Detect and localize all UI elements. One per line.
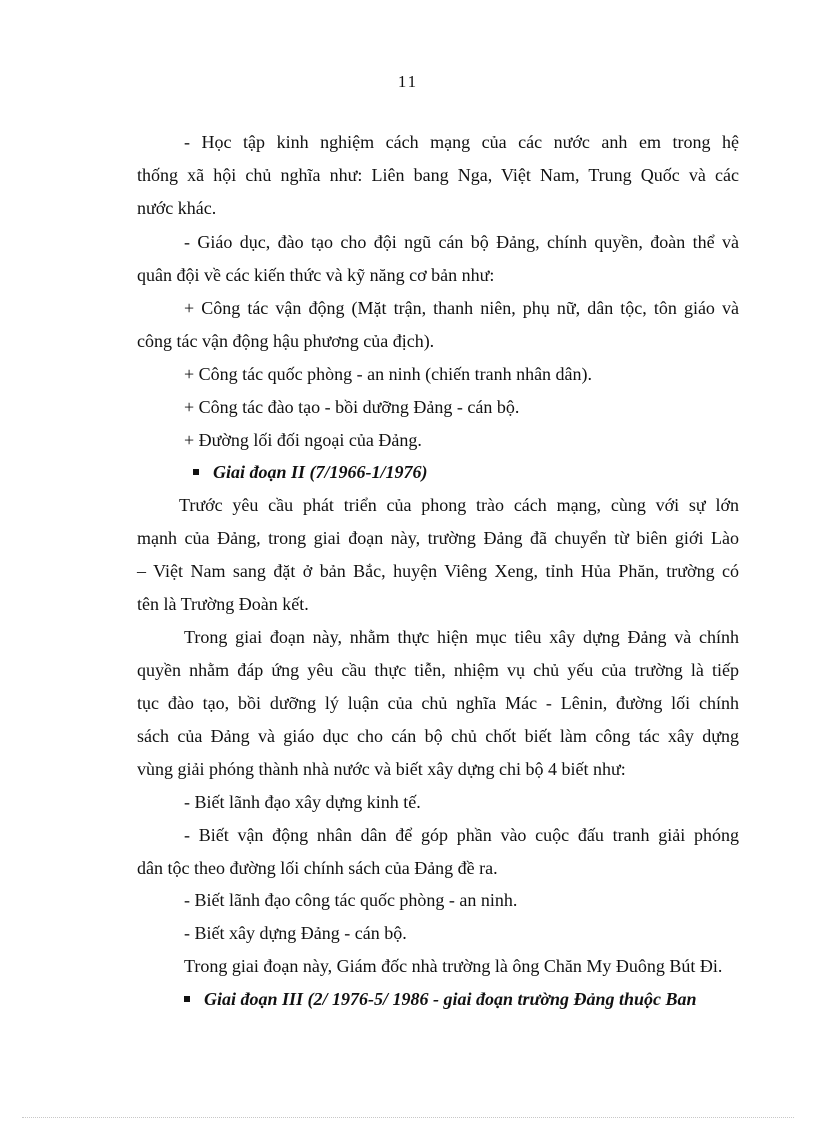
text-line: Trong giai đoạn này, Giám đốc nhà trường là ông Chăn My Đuông Bút Đi. bbox=[184, 956, 723, 976]
text-line: - Giáo dục, đào tạo cho đội ngũ cán bộ Đảng, chính quyền, đoàn thể và bbox=[184, 232, 739, 252]
text-line: - Học tập kinh nghiệm cách mạng của các nước anh em trong hệ bbox=[184, 132, 739, 152]
text-line: quyền nhằm đáp ứng yêu cầu thực tiễn, nhiệm vụ chủ yếu của trường là tiếp bbox=[137, 660, 739, 680]
section-heading-text: Giai đoạn III (2/ 1976-5/ 1986 - giai đoạn trường Đảng thuộc Ban bbox=[204, 989, 697, 1009]
text-line: tên là Trường Đoàn kết. bbox=[137, 594, 309, 614]
text-line: thống xã hội chủ nghĩa như: Liên bang Nga, Việt Nam, Trung Quốc và các bbox=[137, 165, 739, 185]
page-number: 11 bbox=[397, 72, 419, 91]
text-line: – Việt Nam sang đặt ở bản Bắc, huyện Viêng Xeng, tỉnh Hủa Phăn, trường có bbox=[137, 561, 739, 581]
section-heading bbox=[193, 461, 795, 483]
text-line: Trong giai đoạn này, nhằm thực hiện mục tiêu xây dựng Đảng và chính bbox=[184, 627, 739, 647]
square-bullet-icon bbox=[184, 996, 190, 1002]
text-line: mạnh của Đảng, trong giai đoạn này, trường Đảng đã chuyển từ biên giới Lào bbox=[137, 528, 739, 548]
text-line: + Công tác quốc phòng - an ninh (chiến tranh nhân dân). bbox=[184, 364, 593, 384]
text-line: + Công tác đào tạo - bồi dưỡng Đảng - cán bộ. bbox=[184, 397, 520, 417]
text-line: - Biết xây dựng Đảng - cán bộ. bbox=[184, 923, 407, 943]
text-line: tục đào tạo, bồi dưỡng lý luận của chủ nghĩa Mác - Lênin, đường lối chính bbox=[137, 693, 739, 713]
section-heading bbox=[184, 988, 786, 1010]
text-line: Trước yêu cầu phát triển của phong trào cách mạng, cùng với sự lớn bbox=[179, 495, 739, 515]
text-line: nước khác. bbox=[137, 198, 217, 218]
text-line: công tác vận động hậu phương của địch). bbox=[137, 331, 435, 351]
section-heading-text: Giai đoạn II (7/1966-1/1976) bbox=[213, 462, 428, 482]
text-line: dân tộc theo đường lối chính sách của Đảng đề ra. bbox=[137, 858, 498, 878]
page-bottom-rule bbox=[22, 1117, 794, 1118]
text-line: sách của Đảng và giáo dục cho cán bộ chủ chốt biết làm công tác xây dựng bbox=[137, 726, 739, 746]
text-line: vùng giải phóng thành nhà nước và biết xây dựng chi bộ 4 biết như: bbox=[137, 759, 626, 779]
text-line: - Biết lãnh đạo xây dựng kinh tế. bbox=[184, 792, 421, 812]
text-line: + Công tác vận động (Mặt trận, thanh niên, phụ nữ, dân tộc, tôn giáo và bbox=[184, 298, 739, 318]
text-line: - Biết vận động nhân dân để góp phần vào cuộc đấu tranh giải phóng bbox=[184, 825, 739, 845]
text-line: quân đội về các kiến thức và kỹ năng cơ bản như: bbox=[137, 265, 495, 285]
square-bullet-icon bbox=[193, 469, 199, 475]
text-line: + Đường lối đối ngoại của Đảng. bbox=[184, 430, 422, 450]
text-line: - Biết lãnh đạo công tác quốc phòng - an ninh. bbox=[184, 890, 518, 910]
